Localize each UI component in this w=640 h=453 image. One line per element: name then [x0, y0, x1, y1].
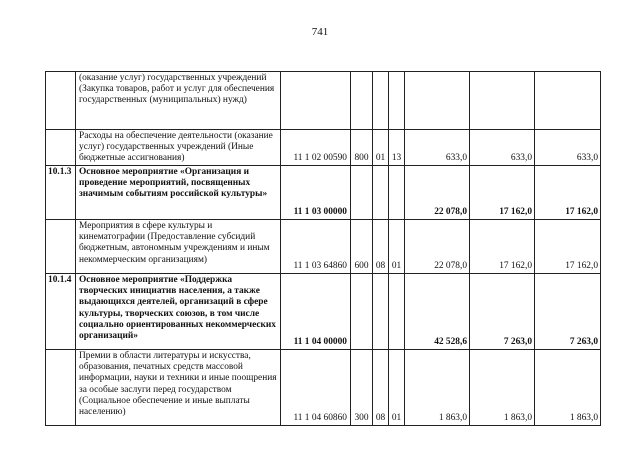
target-article-code: 11 1 04 60860 [281, 350, 351, 426]
table-row [46, 72, 601, 130]
target-article-code: 11 1 02 00590 [281, 130, 351, 166]
amount-year-2: 633,0 [470, 130, 535, 166]
target-article-code: 11 1 04 00000 [281, 274, 351, 350]
amount-year-1: 22 078,0 [405, 166, 470, 220]
expense-type-code [351, 72, 373, 130]
table-row [46, 220, 601, 274]
page-number: 741 [311, 26, 329, 38]
row-description: Основное мероприятие «Поддержка творческих инициатив населения, а также выдающихся деятелей, организаций в сфере культуры, творческих союзов, в том числе социально ориентированных некоммерческих организаций» [76, 274, 281, 350]
row-description: Премии в области литературы и искусства, образования, печатных средств массовой информации, науки и техники и иные поощрения за особые заслуги перед государством (Социальное обеспечение и иные выплаты населению) [76, 350, 281, 426]
amount-year-3: 1 863,0 [535, 350, 601, 426]
expense-type-code [351, 166, 373, 220]
subsection-code: 13 [389, 130, 405, 166]
target-article-code: 11 1 03 64860 [281, 220, 351, 274]
amount-year-2: 7 263,0 [470, 274, 535, 350]
section-code [373, 274, 389, 350]
amount-year-2: 17 162,0 [470, 166, 535, 220]
table-row [46, 350, 601, 426]
row-number [46, 350, 76, 426]
section-code: 08 [373, 350, 389, 426]
row-description: Мероприятия в сфере культуры и кинематографии (Предоставление субсидий бюджетным, автономным учреждениям и иным некоммерческим организациям) [76, 220, 281, 274]
row-number [46, 130, 76, 166]
expense-type-code: 600 [351, 220, 373, 274]
subsection-code: 01 [389, 220, 405, 274]
table-row [46, 130, 601, 166]
amount-year-1: 42 528,6 [405, 274, 470, 350]
section-code [373, 72, 389, 130]
table-row [46, 166, 601, 220]
section-code: 08 [373, 220, 389, 274]
amount-year-1: 1 863,0 [405, 350, 470, 426]
target-article-code: 11 1 03 00000 [281, 166, 351, 220]
budget-table [45, 71, 601, 426]
amount-year-1: 22 078,0 [405, 220, 470, 274]
amount-year-3: 7 263,0 [535, 274, 601, 350]
row-number [46, 72, 76, 130]
amount-year-3: 633,0 [535, 130, 601, 166]
section-code [373, 166, 389, 220]
subsection-code [389, 72, 405, 130]
amount-year-2: 1 863,0 [470, 350, 535, 426]
target-article-code [281, 72, 351, 130]
row-number: 10.1.3 [46, 166, 76, 220]
subsection-code [389, 274, 405, 350]
table-body [46, 72, 601, 426]
row-description: (оказание услуг) государственных учреждений (Закупка товаров, работ и услуг для обеспечения государственных (муниципальных) нужд) [76, 72, 281, 130]
subsection-code [389, 166, 405, 220]
row-description: Расходы на обеспечение деятельности (оказание услуг) государственных учреждений (Иные бюджетные ассигнования) [76, 130, 281, 166]
section-code: 01 [373, 130, 389, 166]
row-number: 10.1.4 [46, 274, 76, 350]
expense-type-code: 300 [351, 350, 373, 426]
row-description: Основное мероприятие «Организация и проведение мероприятий, посвященных значимым событиям российской культуры» [76, 166, 281, 220]
amount-year-2 [470, 72, 535, 130]
row-number [46, 220, 76, 274]
expense-type-code [351, 274, 373, 350]
amount-year-3: 17 162,0 [535, 166, 601, 220]
amount-year-2: 17 162,0 [470, 220, 535, 274]
subsection-code: 01 [389, 350, 405, 426]
amount-year-1: 633,0 [405, 130, 470, 166]
amount-year-1 [405, 72, 470, 130]
table-row [46, 274, 601, 350]
amount-year-3: 17 162,0 [535, 220, 601, 274]
expense-type-code: 800 [351, 130, 373, 166]
amount-year-3 [535, 72, 601, 130]
